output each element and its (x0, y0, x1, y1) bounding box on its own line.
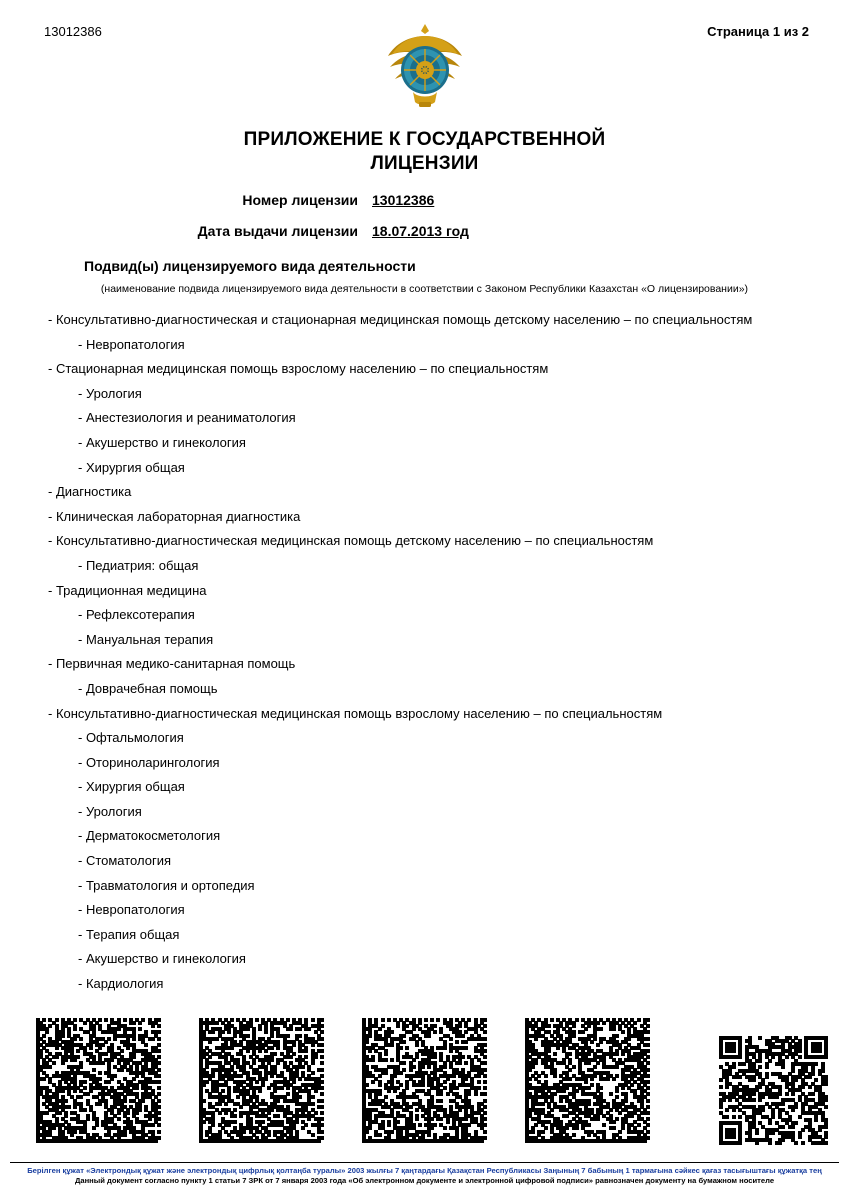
field-issue-date (0, 223, 849, 239)
list-item: - Хирургия общая (78, 779, 185, 795)
list-item: - Мануальная терапия (78, 631, 214, 647)
emblem-container (0, 18, 849, 115)
list-item: - Урология (78, 385, 142, 401)
subtype-heading: Подвид(ы) лицензируемого вида деятельности (84, 258, 416, 274)
footer-divider (10, 1162, 839, 1163)
list-item: - Акушерство и гинекология (78, 434, 246, 450)
page-title (0, 128, 849, 176)
field-issue-date-value: 18.07.2013 год (372, 223, 469, 239)
list-item: - Травматология и ортопедия (78, 877, 255, 893)
field-license-number-value: 13012386 (372, 192, 435, 208)
list-item: - Диагностика (48, 484, 132, 500)
list-item: - Дерматокосметология (78, 828, 221, 844)
list-item: - Терапия общая (78, 926, 180, 942)
datamatrix-code-4 (522, 1015, 652, 1145)
list-item: - Оториноларингология (78, 754, 220, 770)
list-item: - Педиатрия: общая (78, 557, 199, 573)
activity-list (0, 308, 849, 997)
field-license-number (0, 192, 849, 208)
field-license-number-label: Номер лицензии (242, 192, 358, 208)
qr-code (712, 1029, 834, 1151)
list-item: - Консультативно-диагностическая и стационарная медицинская помощь детскому населению – по специальностям (48, 312, 753, 327)
datamatrix-code-3 (359, 1015, 489, 1145)
list-item: - Кардиология (78, 976, 164, 992)
footer (0, 1162, 849, 1186)
list-item: - Клиническая лабораторная диагностика (48, 508, 301, 524)
page-title-line-2: ЛИЦЕНЗИИ (370, 153, 479, 174)
field-issue-date-label: Дата выдачи лицензии (197, 223, 358, 239)
list-item: - Невропатология (78, 902, 185, 918)
kazakhstan-coat-of-arms-icon (383, 18, 467, 110)
list-item: - Консультативно-диагностическая медицинская помощь детскому населению – по специальностям (48, 533, 654, 549)
datamatrix-code-1 (33, 1015, 163, 1145)
list-item: - Стационарная медицинская помощь взрослому населению – по специальностям (48, 361, 549, 377)
document-number: 13012386 (44, 24, 102, 39)
list-item: - Анестезиология и реаниматология (78, 410, 296, 426)
list-item: - Невропатология (78, 336, 185, 352)
list-item: - Консультативно-диагностическая медицинская помощь взрослому населению – по специальностям (48, 705, 663, 721)
list-item: - Урология (78, 803, 142, 819)
list-item: - Акушерство и гинекология (78, 951, 246, 967)
subtype-note: (наименование подвида лицензируемого вида деятельности в соответствии с Законом Республики Казахстан «О лицензировании») (100, 283, 749, 295)
list-item: - Первичная медико-санитарная помощь (48, 656, 296, 672)
footer-text-kz: Берілген құжат «Электрондық құжат және электрондық цифрлық қолтаңба туралы» 2003 жылғы 7 қаңтардағы Қазақстан Республикасы Заңының 7 бабының 1 тармағына сәйкес қағаз тасығыштағы құжатқа тең (27, 1166, 822, 1175)
page-indicator: Страница 1 из 2 (707, 24, 809, 39)
list-item: - Доврачебная помощь (78, 680, 218, 696)
list-item: - Рефлексотерапия (78, 607, 195, 623)
list-item: - Традиционная медицина (48, 582, 207, 598)
page-title-line-1: ПРИЛОЖЕНИЕ К ГОСУДАРСТВЕННОЙ (243, 129, 606, 150)
datamatrix-code-2 (196, 1015, 326, 1145)
list-item: - Офтальмология (78, 730, 184, 746)
list-item: - Стоматология (78, 853, 172, 869)
license-fields (0, 192, 849, 254)
list-item: - Хирургия общая (78, 459, 185, 475)
footer-text-ru: Данный документ согласно пункту 1 статьи 7 ЗРК от 7 января 2003 года «Об электронном документе и электронной цифровой подписи» равнозначен документу на бумажном носителе (74, 1176, 775, 1185)
code-strip (0, 1008, 849, 1148)
